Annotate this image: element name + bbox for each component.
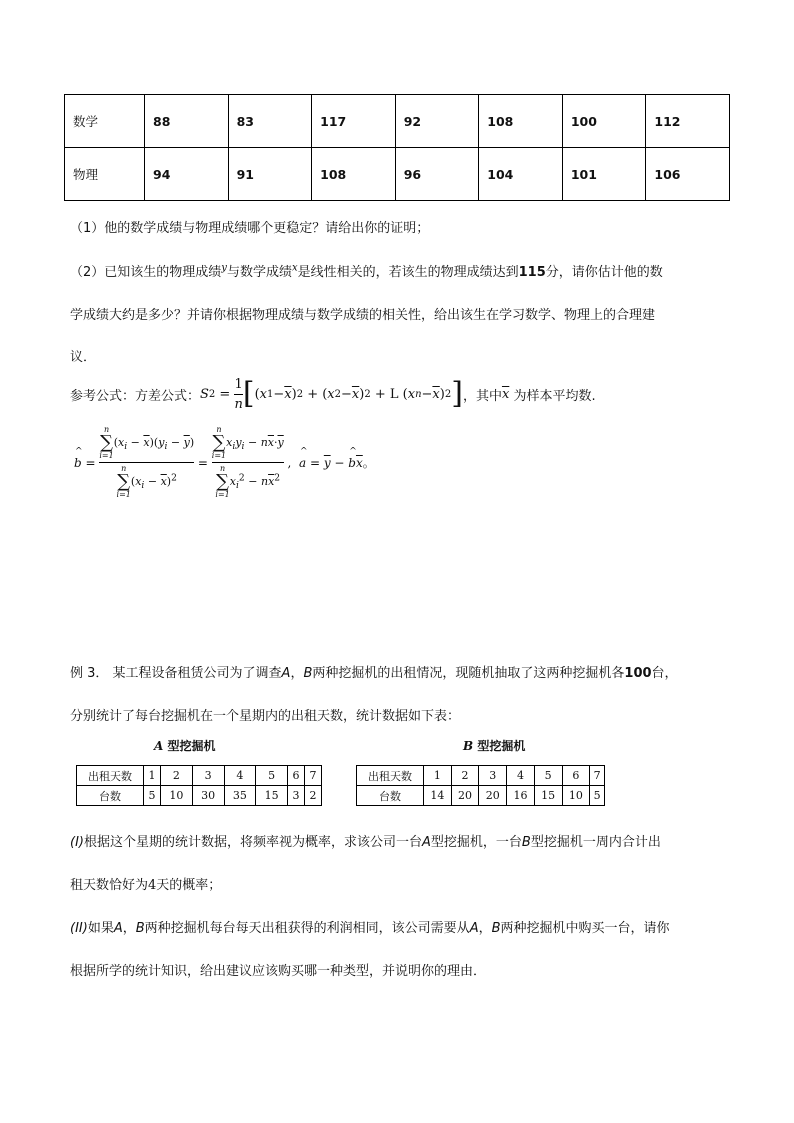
question-II-line-2: 根据所学的统计知识，给出建议应该购买哪一种类型，并说明你的理由．: [70, 964, 487, 979]
xbar-symbol: $\overline{x}$: [501, 386, 510, 402]
question-II-line-1: (II)如果A，B两种挖掘机每台每天出租获得的利润相同，该公司需要从A，B两种挖掘机中购买一台，请你: [70, 921, 670, 936]
score-cell: 108: [479, 95, 563, 148]
table-row: [65, 95, 730, 148]
table-b-title: B 型挖掘机: [463, 739, 526, 753]
score-cell: 91: [228, 148, 312, 201]
var-y: y: [221, 262, 227, 274]
score-cell: 83: [228, 95, 312, 148]
question-2-line-3: 议．: [70, 350, 97, 365]
score-table: [64, 94, 730, 201]
question-2-line-1: （2）已知该生的物理成绩$^y$与数学成绩$^x$是线性相关的，若该生的物理成绩达到115分，请你估计他的数: [70, 262, 663, 280]
table-row: 出租天数 1 2 3 4 5 6 7: [77, 766, 322, 786]
score-cell: 108: [312, 148, 396, 201]
score-cell: 117: [312, 95, 396, 148]
table-row: 出租天数 1 2 3 4 5 6 7: [357, 766, 605, 786]
score-cell: 96: [395, 148, 479, 201]
example-3-line-2: 分别统计了每台挖掘机在一个星期内的出租天数，统计数据如下表：: [70, 709, 461, 724]
table-row: 台数 5 10 30 35 15 3 2: [77, 786, 322, 806]
table-row: 台数 14 20 20 16 15 10 5: [357, 786, 605, 806]
question-I-line-1: (I)根据这个星期的统计数据，将频率视为概率，求该公司一台A型挖掘机，一台B型挖掘机一周内合计出: [70, 835, 661, 850]
table-a-title: A 型挖掘机: [154, 739, 216, 753]
subject-cell: 数学: [65, 95, 145, 148]
target-score: 115: [518, 265, 546, 280]
example-3-line-1: 例 3． 某工程设备租赁公司为了调查A，B两种挖掘机的出租情况，现随机抽取了这两种挖掘机各100台，: [70, 666, 678, 681]
score-cell: 104: [479, 148, 563, 201]
score-cell: 94: [145, 148, 229, 201]
table-b: [356, 765, 605, 806]
score-cell: 92: [395, 95, 479, 148]
question-2-line-2: 学成绩大约是多少？并请你根据物理成绩与数学成绩的相关性，给出该生在学习数学、物理上的合理建: [70, 308, 656, 323]
variance-formula-line: 参考公式：方差公式： S 2 = $\frac{1}{n}$ [ ( x 1 − $\overline{x}$ ) 2 + ( x 2 − $\overline{x}$ ) 2 + L ( x n − $\overline{x}$ ) 2 ] ，其中 $\overline{x}$ 为样本平均数.: [70, 376, 596, 412]
score-cell: 100: [562, 95, 646, 148]
table-row: [65, 148, 730, 201]
regression-formula: ^ b = n ∑ i=1 $(x_i - \overline{x})(y_i - \overline{y})$ n ∑ i=1 $(x_i - \overline{x})^2$ = n ∑ i=1 $x_iy_i - n\overline{x}\cdot\overline{y}$ n ∑ i=1 $x_i^2 - n\overline{x}^2$ , ^ a = $\overline{y}$ − ^ b $\overline{x}$ 。: [74, 426, 375, 499]
question-I-line-2: 租天数恰好为4天的概率；: [70, 878, 222, 893]
score-cell: 112: [646, 95, 730, 148]
score-cell: 101: [562, 148, 646, 201]
table-a: [76, 765, 322, 806]
variance-formula: S 2 = $\frac{1}{n}$ [ ( x 1 − $\overline{x}$ ) 2 + ( x 2 − $\overline{x}$ ) 2 + L ( x n − $\overline{x}$ ) 2 ]: [200, 376, 463, 412]
subject-cell: 物理: [65, 148, 145, 201]
score-cell: 106: [646, 148, 730, 201]
question-1: （1）他的数学成绩与物理成绩哪个更稳定？请给出你的证明；: [70, 221, 430, 236]
score-cell: 88: [145, 95, 229, 148]
var-x: x: [291, 262, 298, 274]
